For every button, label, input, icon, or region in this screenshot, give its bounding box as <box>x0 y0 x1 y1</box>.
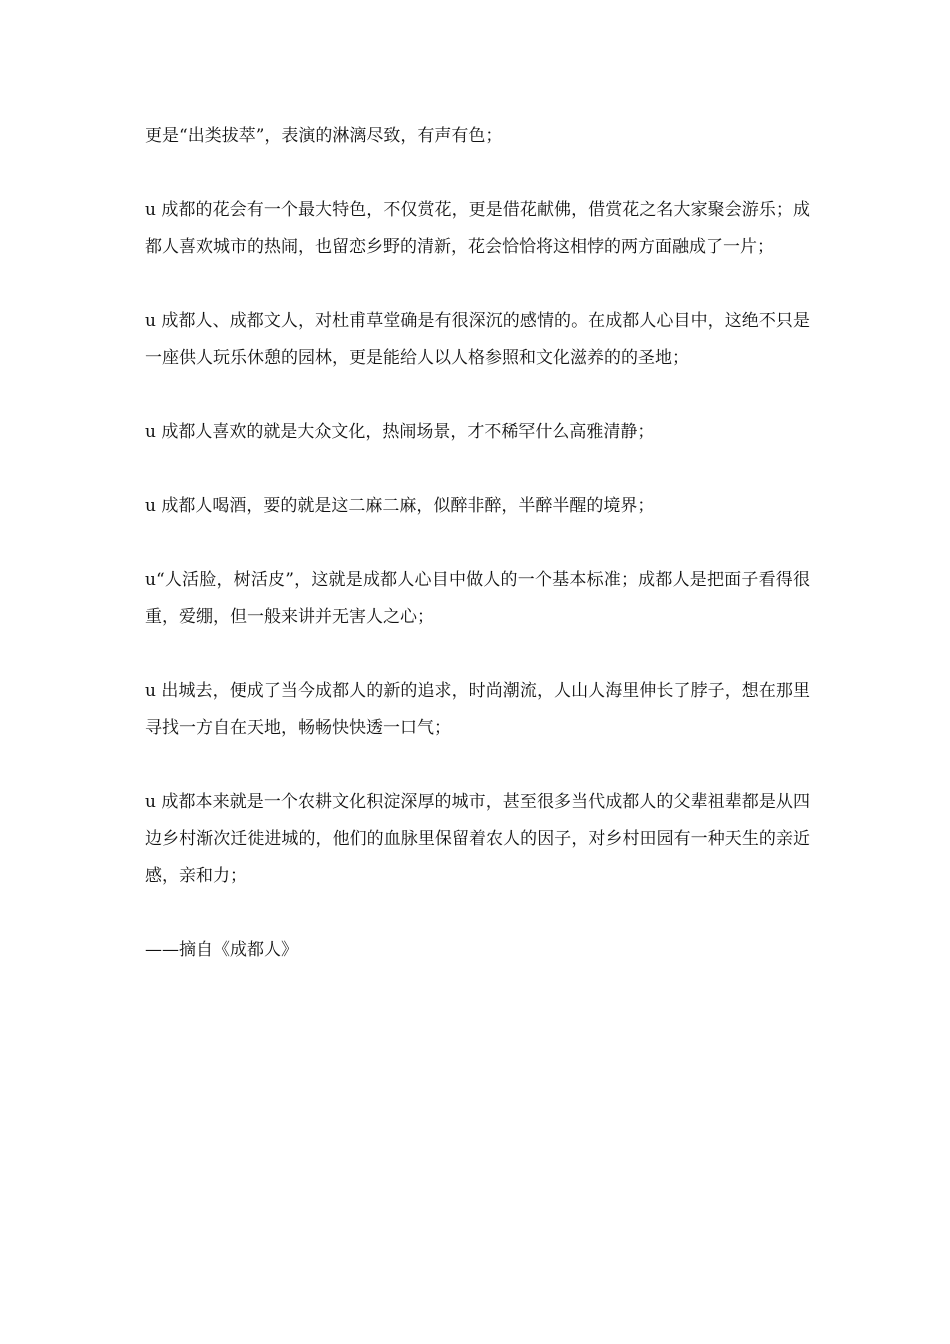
paragraph-farming-culture: u 成都本来就是一个农耕文化积淀深厚的城市，甚至很多当代成都人的父辈祖辈都是从四边乡村渐次迁徙进城的，他们的血脉里保留着农人的因子，对乡村田园有一种天生的亲近感，亲和力； <box>145 792 810 886</box>
document-body <box>145 118 810 969</box>
paragraph-intro: 更是“出类拔萃”，表演的淋漓尽致，有声有色； <box>145 126 503 146</box>
paragraph-du-fu-cottage: u 成都人、成都文人，对杜甫草堂确是有很深沉的感情的。在成都人心目中，这绝不只是一座供人玩乐休憩的园林，更是能给人以人格参照和文化滋养的的圣地； <box>145 311 810 368</box>
paragraph-leaving-city: u 出城去，便成了当今成都人的新的追求，时尚潮流，人山人海里伸长了脖子，想在那里寻找一方自在天地，畅畅快快透一口气； <box>145 681 810 738</box>
paragraph-face: u“人活脸，树活皮”，这就是成都人心目中做人的一个基本标准；成都人是把面子看得很重，爱绷，但一般来讲并无害人之心； <box>145 570 810 627</box>
paragraph-drinking: u 成都人喝酒，要的就是这二麻二麻，似醉非醉，半醉半醒的境界； <box>145 496 655 516</box>
paragraph-popular-culture: u 成都人喜欢的就是大众文化，热闹场景，才不稀罕什么高雅清静； <box>145 422 655 442</box>
paragraph-flower-fair: u 成都的花会有一个最大特色，不仅赏花，更是借花献佛，借赏花之名大家聚会游乐；成都人喜欢城市的热闹，也留恋乡野的清新，花会恰恰将这相悖的两方面融成了一片； <box>145 200 810 257</box>
source-attribution: ——摘自《成都人》 <box>145 940 298 960</box>
